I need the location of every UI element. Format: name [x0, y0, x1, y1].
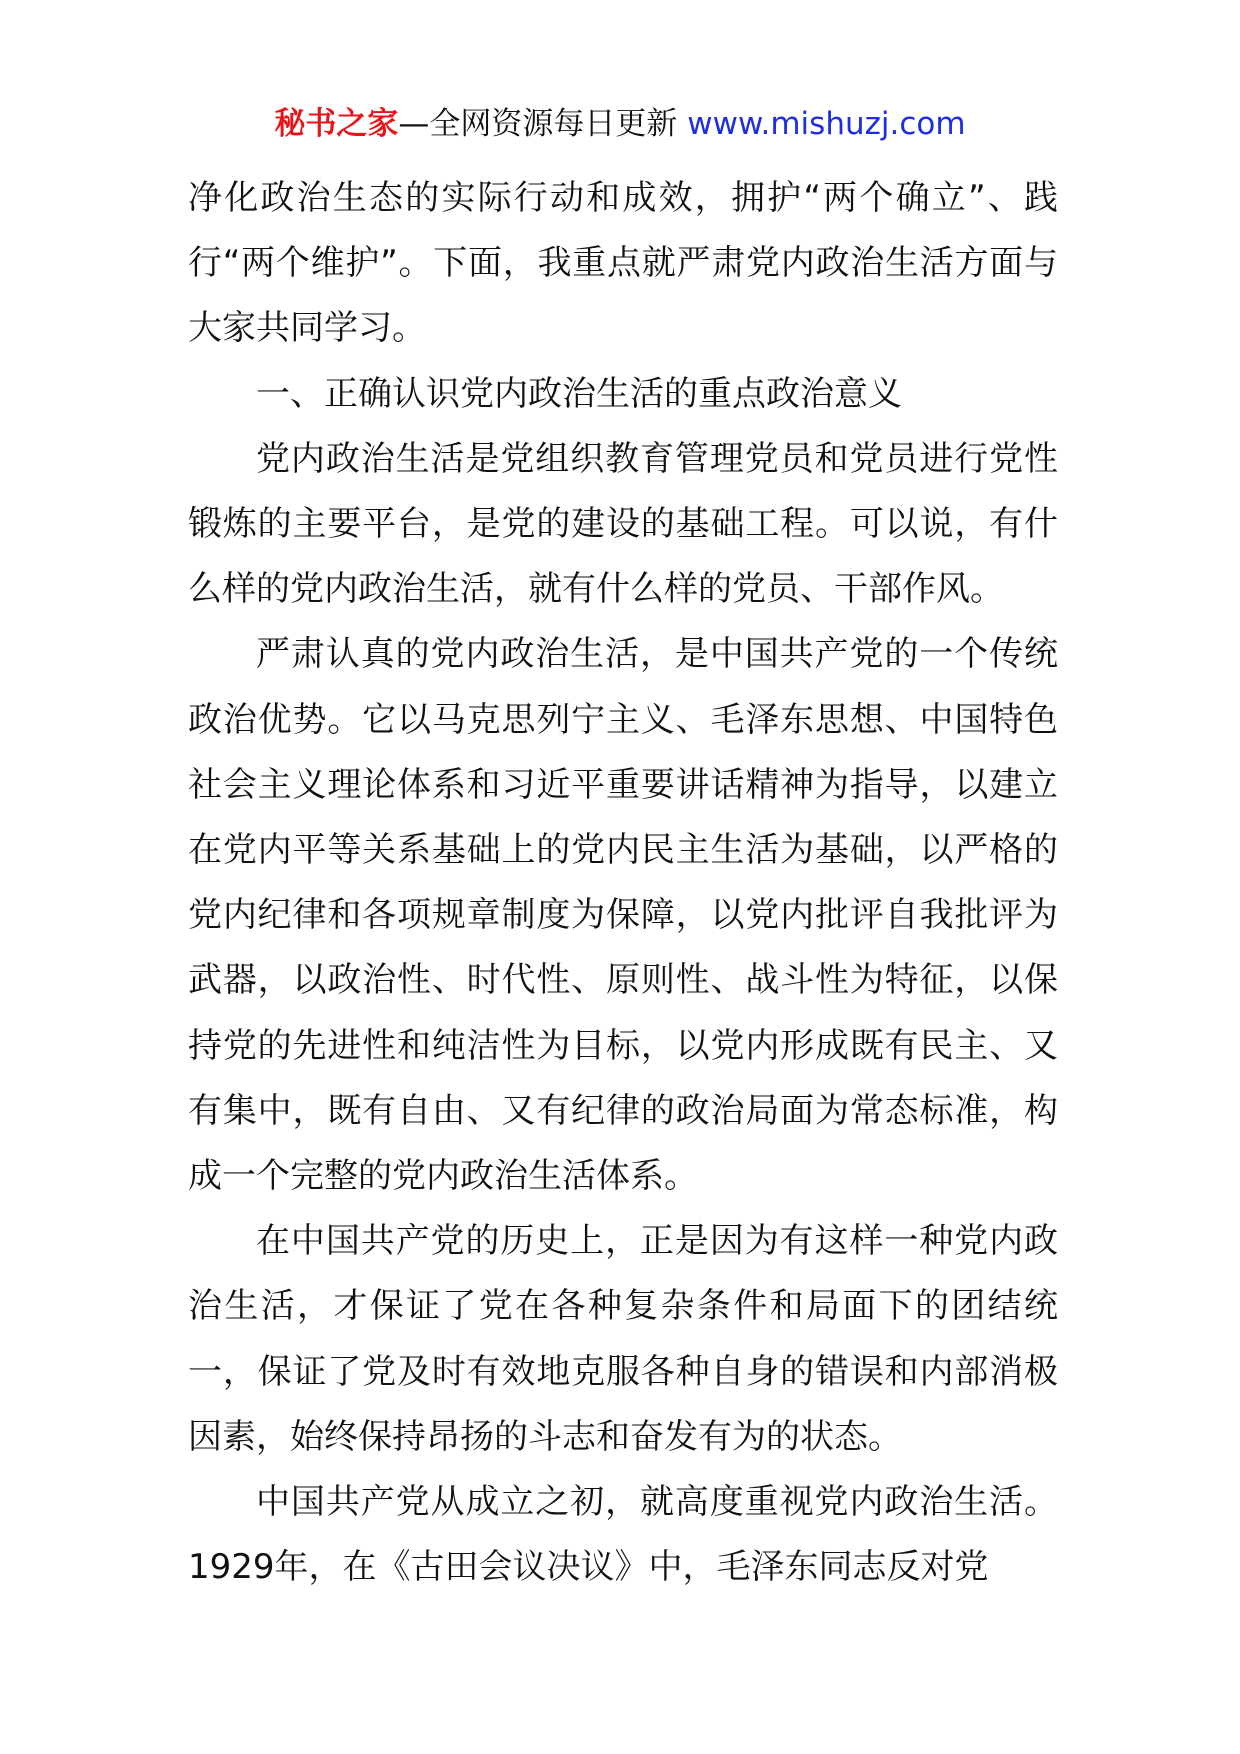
document-body [188, 166, 1058, 1600]
paragraph: 严肃认真的党内政治生活，是中国共产党的一个传统政治优势。它以马克思列宁主义、毛泽东思想、中国特色社会主义理论体系和习近平重要讲话精神为指导，以建立在党内平等关系基础上的党内民主生活为基础，以严格的党内纪律和各项规章制度为保障，以党内批评自我批评为武器，以政治性、时代性、原则性、战斗性为特征，以保持党的先进性和纯洁性为目标，以党内形成既有民主、又有集中，既有自由、又有纪律的政治局面为常态标准，构成一个完整的党内政治生活体系。 [188, 634, 1058, 1197]
site-url-link[interactable]: www.mishuzj.com [687, 106, 966, 142]
paragraph: 党内政治生活是党组织教育管理党员和党员进行党性锻炼的主要平台，是党的建设的基础工程。可以说，有什么样的党内政治生活，就有什么样的党员、干部作风。 [188, 438, 1058, 610]
header-tagline: —全网资源每日更新 [398, 106, 678, 142]
paragraph: 在中国共产党的历史上，正是因为有这样一种党内政治生活，才保证了党在各种复杂条件和局面下的团结统一，保证了党及时有效地克服各种自身的错误和内部消极因素，始终保持昂扬的斗志和奋发有为的状态。 [188, 1221, 1058, 1457]
section-heading: 一、正确认识党内政治生活的重点政治意义 [256, 373, 902, 414]
page-header [0, 102, 1240, 146]
paragraph: 中国共产党从成立之初，就高度重视党内政治生活。1929年，在《古田会议决议》中，毛泽东同志反对党 [188, 1482, 1058, 1588]
brand-name: 秘书之家 [274, 106, 399, 142]
paragraph-continued: 净化政治生态的实际行动和成效，拥护“两个确立”、践行“两个维护”。下面，我重点就严肃党内政治生活方面与大家共同学习。 [188, 178, 1058, 349]
